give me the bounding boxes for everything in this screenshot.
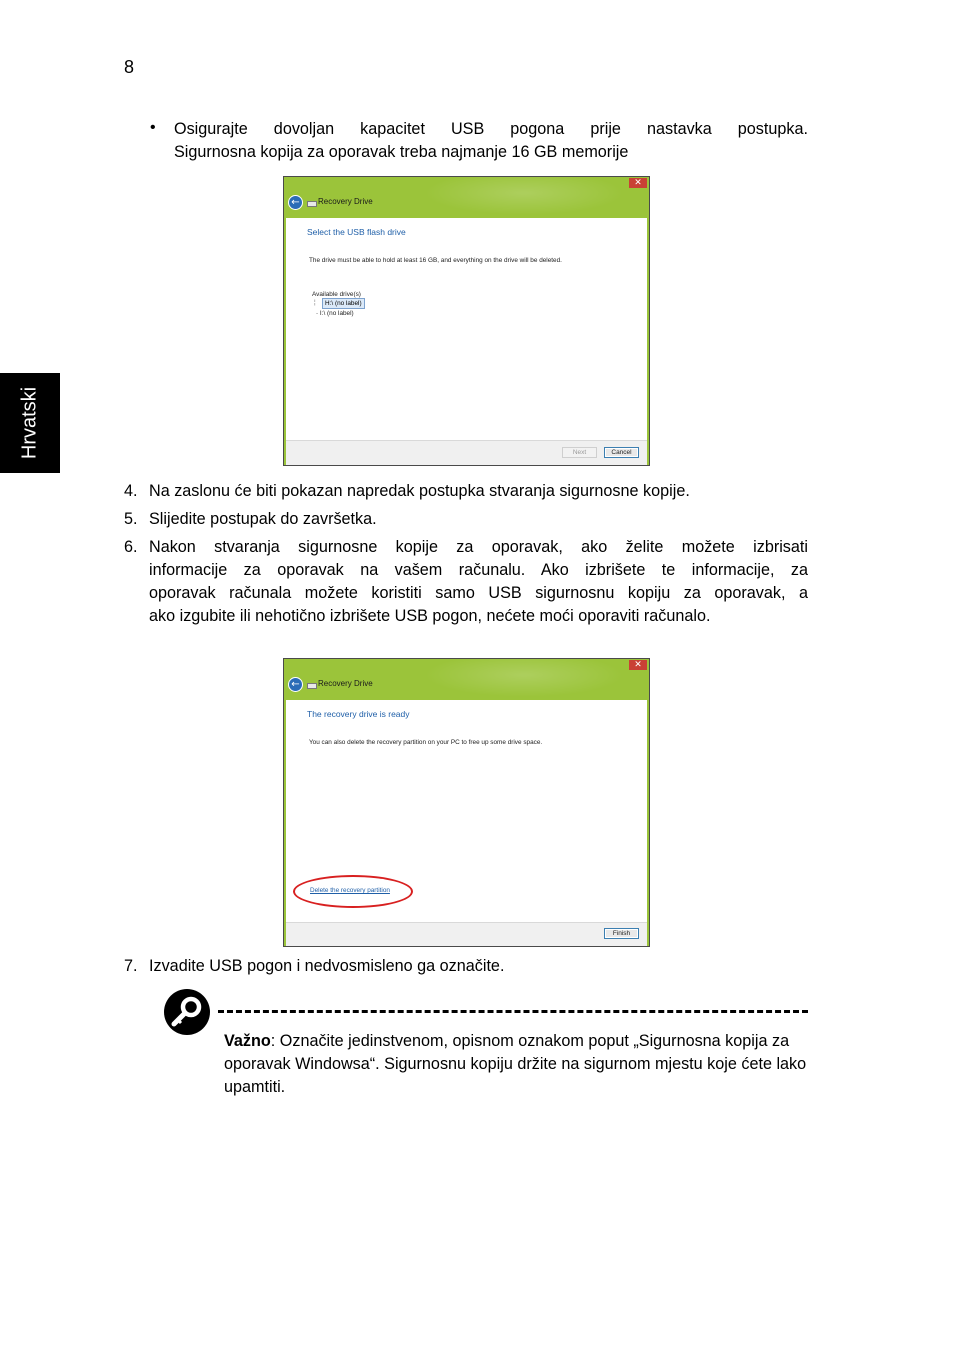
bullet-paragraph [174,118,808,164]
bullet-line-2: Sigurnosna kopija za oporavak treba najmanje 16 GB memorije [174,143,629,161]
note-label: Važno [224,1032,271,1050]
step-line: ako izgubite ili nehotično izbrišete USB pogon, nećete moći oporaviti računalo. [149,607,711,625]
finish-button[interactable]: Finish [604,928,639,939]
drive-option-label: I:\ (no label) [319,310,354,317]
step-line: Nakon stvaranja sigurnosne kopije za oporavak, ako želite možete izbrisati [149,538,808,556]
highlight-ellipse [293,875,413,908]
language-tab-label: Hrvatski [18,386,41,460]
step-number: 7. [124,957,138,975]
note-divider [218,1010,808,1013]
drive-option-label: H:\ (no label) [325,300,362,307]
drive-option-selected[interactable] [322,298,365,309]
step-text: Na zaslonu će biti pokazan napredak postupka stvaranja sigurnosne kopije. [149,482,690,500]
window-content [286,218,647,440]
step-line: informacije za oporavak na vašem računalu. Ako izbrišete te informacije, za [149,561,808,579]
language-tab [0,373,60,473]
description-text: The drive must be able to hold at least 16 GB, and everything on the drive will be deleted. [309,257,562,264]
window-titlebar [284,659,649,670]
close-icon[interactable]: ✕ [629,660,647,670]
available-drives-label: Available drive(s) [312,291,361,298]
bullet-line-1: Osigurajte dovoljan kapacitet USB pogona prije nastavka postupka. [174,120,808,138]
important-note [224,1030,814,1099]
back-arrow-icon[interactable]: ← [288,677,303,692]
step-number: 4. [124,482,138,500]
note-text: : Označite jedinstvenom, opisnom oznakom poput „Sigurnosna kopija za oporavak Windowsa“. Sigurnosnu kopiju držite na sigurnom mjestu koje ćete lako upamtiti. [224,1032,807,1096]
window-footer [286,922,647,947]
window-title: Recovery Drive [318,197,373,206]
step-number: 6. [124,538,138,556]
step-text: Izvadite USB pogon i nedvosmisleno ga označite. [149,957,505,975]
page-heading: The recovery drive is ready [307,709,410,719]
window-nav [284,188,649,218]
drive-icon [307,201,317,207]
window-titlebar [284,177,649,188]
window-footer [286,440,647,466]
step-number: 5. [124,510,138,528]
drive-option[interactable]: - I:\ (no label) [316,310,354,317]
back-arrow-icon[interactable]: ← [288,195,303,210]
step-paragraph [149,536,808,628]
delete-recovery-partition-link[interactable]: Delete the recovery partition [310,887,390,894]
step-line: oporavak računala možete koristiti samo USB sigurnosnu kopiju za oporavak, a [149,584,808,602]
cancel-button[interactable]: Cancel [604,447,639,458]
drive-icon [307,683,317,689]
step-text: Slijedite postupak do završetka. [149,510,377,528]
window-nav [284,670,649,700]
page-number: 8 [124,57,135,77]
close-icon[interactable]: ✕ [629,178,647,188]
page-heading: Select the USB flash drive [307,227,406,237]
tree-connector: ¦ [314,299,316,306]
window-title: Recovery Drive [318,679,373,688]
bullet-marker: • [150,119,156,136]
description-text: You can also delete the recovery partition on your PC to free up some drive space. [309,739,543,746]
key-icon [164,989,210,1035]
next-button[interactable]: Next [562,447,597,458]
recovery-drive-window-select [283,176,650,466]
